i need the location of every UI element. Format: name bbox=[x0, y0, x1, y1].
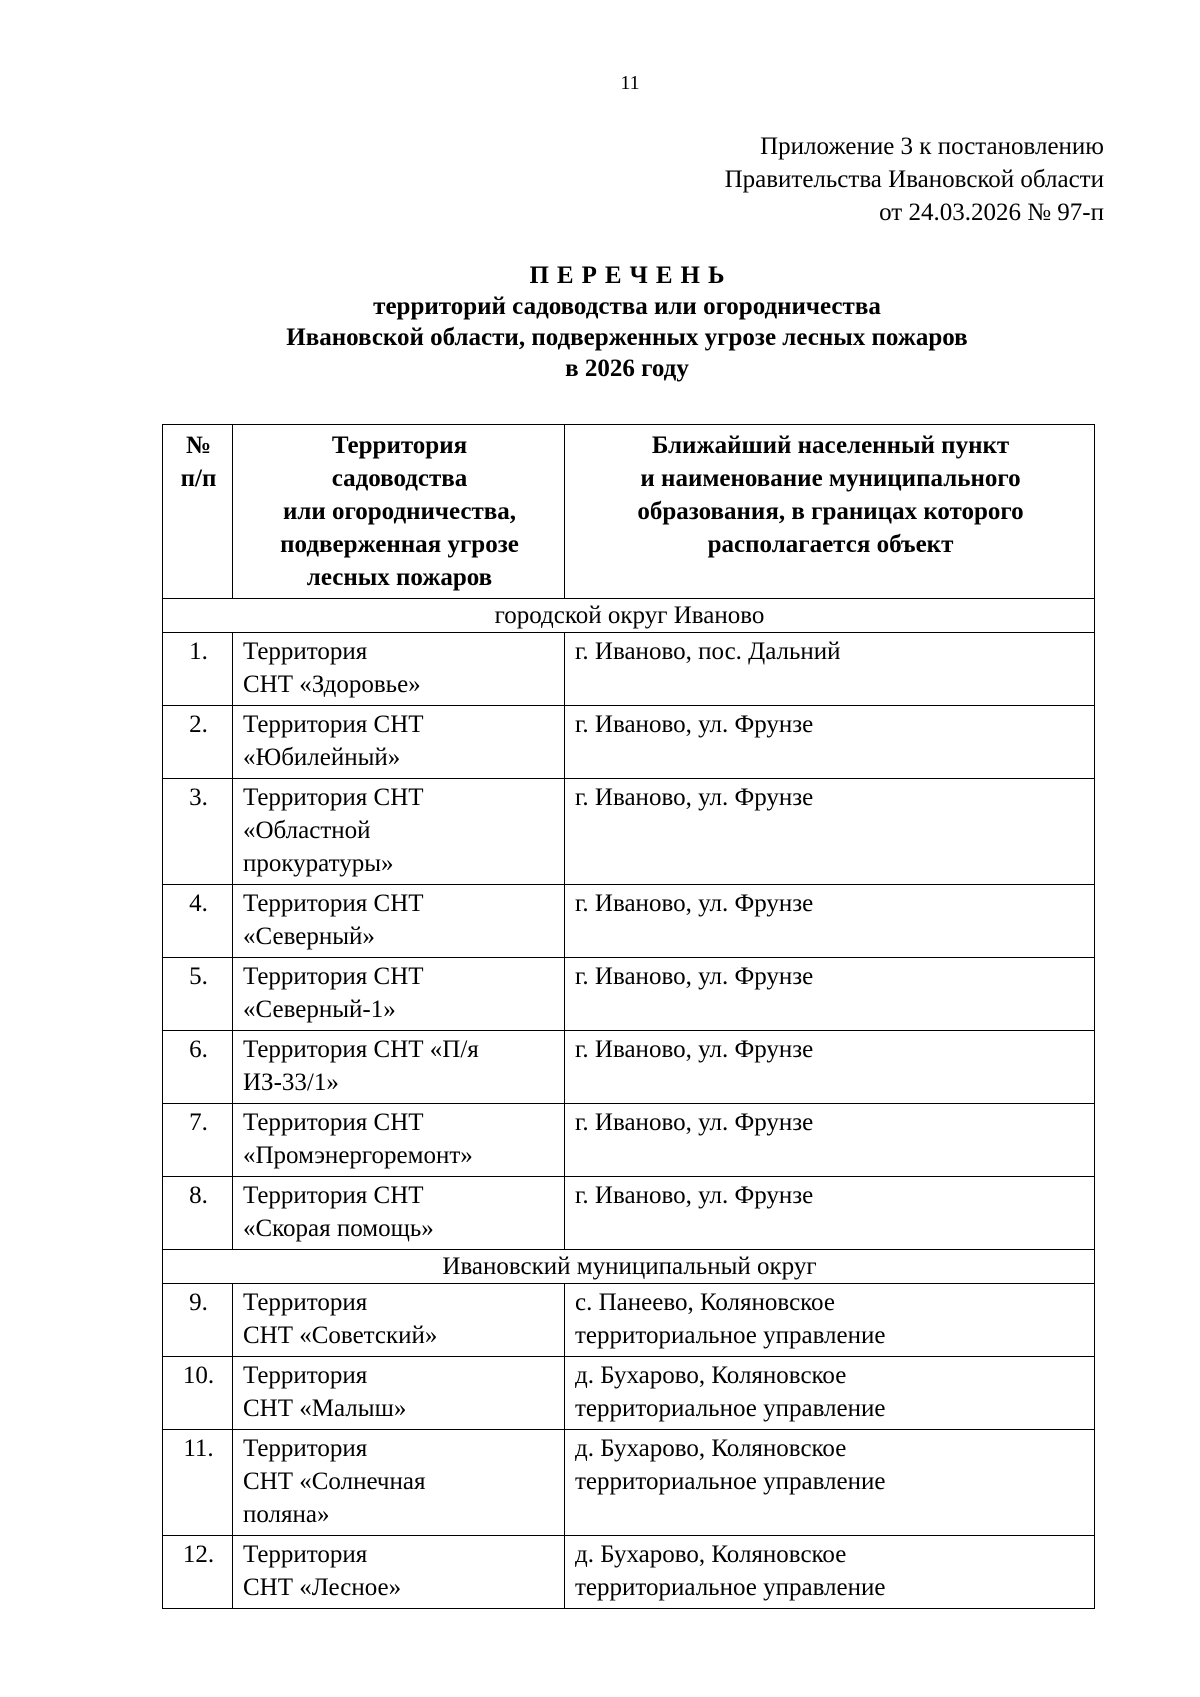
territory-cell bbox=[233, 1536, 565, 1609]
territory-line: «Юбилейный» bbox=[243, 744, 401, 771]
document-subtitle: в 2026 году bbox=[565, 355, 689, 382]
section-row bbox=[163, 599, 1095, 633]
settlement-cell bbox=[565, 1284, 1095, 1357]
settlement-line: территориальное управление bbox=[575, 1574, 886, 1601]
settlement-cell bbox=[565, 1104, 1095, 1177]
table-row bbox=[163, 1536, 1095, 1609]
settlement-cell bbox=[565, 1430, 1095, 1536]
table-header-row bbox=[163, 425, 1095, 599]
appendix-reference bbox=[725, 130, 1104, 229]
document-title: ПЕРЕЧЕНЬ bbox=[529, 262, 733, 289]
table-row bbox=[163, 885, 1095, 958]
table-row bbox=[163, 958, 1095, 1031]
territory-line: СНТ «Здоровье» bbox=[243, 671, 421, 698]
appendix-line: Приложение 3 к постановлению bbox=[760, 133, 1104, 160]
row-number: 5. bbox=[163, 958, 233, 1031]
territory-cell bbox=[233, 1357, 565, 1430]
settlement-cell bbox=[565, 779, 1095, 885]
table-row bbox=[163, 1284, 1095, 1357]
territory-line: «Северный-1» bbox=[243, 996, 396, 1023]
header-nearest-settlement: Ближайший населенный пункт и наименование муниципального образования, в границах которого располагается объект bbox=[565, 425, 1095, 599]
table-row bbox=[163, 1031, 1095, 1104]
territory-line: Территория bbox=[243, 1289, 368, 1316]
territory-cell bbox=[233, 958, 565, 1031]
territory-line: Территория bbox=[243, 638, 368, 665]
table-row bbox=[163, 779, 1095, 885]
territory-line: «Промэнергоремонт» bbox=[243, 1142, 473, 1169]
territory-cell bbox=[233, 1177, 565, 1250]
territory-line: «Северный» bbox=[243, 923, 375, 950]
territory-line: СНТ «Лесное» bbox=[243, 1574, 402, 1601]
header-territory: Территория садоводства или огородничества, подверженная угрозе лесных пожаров bbox=[233, 425, 565, 599]
territory-line: Территория СНТ bbox=[243, 1182, 424, 1209]
territory-line: Территория СНТ bbox=[243, 890, 424, 917]
row-number: 1. bbox=[163, 633, 233, 706]
territory-line: СНТ «Малыш» bbox=[243, 1395, 407, 1422]
row-number: 4. bbox=[163, 885, 233, 958]
page-number: 11 bbox=[620, 72, 640, 94]
territory-cell bbox=[233, 1284, 565, 1357]
territory-cell bbox=[233, 779, 565, 885]
settlement-line: территориальное управление bbox=[575, 1395, 886, 1422]
row-number: 11. bbox=[163, 1430, 233, 1536]
table-row bbox=[163, 706, 1095, 779]
table-body bbox=[163, 599, 1095, 1609]
settlement-line: территориальное управление bbox=[575, 1468, 886, 1495]
settlement-cell bbox=[565, 1357, 1095, 1430]
row-number: 3. bbox=[163, 779, 233, 885]
table-row bbox=[163, 1357, 1095, 1430]
territory-table bbox=[162, 424, 1095, 1609]
territory-line: Территория СНТ bbox=[243, 963, 424, 990]
document-subtitle: территорий садоводства или огородничества bbox=[373, 293, 881, 320]
appendix-line: Правительства Ивановской области bbox=[724, 166, 1104, 193]
territory-line: Территория СНТ bbox=[243, 711, 424, 738]
settlement-line: г. Иваново, ул. Фрунзе bbox=[575, 963, 814, 990]
row-number: 9. bbox=[163, 1284, 233, 1357]
table-row bbox=[163, 633, 1095, 706]
territory-line: Территория СНТ bbox=[243, 784, 424, 811]
territory-cell bbox=[233, 1430, 565, 1536]
territory-cell bbox=[233, 885, 565, 958]
settlement-line: г. Иваново, ул. Фрунзе bbox=[575, 784, 814, 811]
territory-line: СНТ «Солнечная bbox=[243, 1468, 426, 1495]
settlement-cell bbox=[565, 958, 1095, 1031]
settlement-cell bbox=[565, 1536, 1095, 1609]
territory-line: Территория bbox=[243, 1541, 368, 1568]
settlement-line: г. Иваново, ул. Фрунзе bbox=[575, 711, 814, 738]
settlement-cell bbox=[565, 1031, 1095, 1104]
settlement-line: д. Бухарово, Коляновское bbox=[575, 1541, 847, 1568]
row-number: 10. bbox=[163, 1357, 233, 1430]
territory-line: Территория bbox=[243, 1362, 368, 1389]
settlement-line: г. Иваново, ул. Фрунзе bbox=[575, 1109, 814, 1136]
settlement-cell bbox=[565, 633, 1095, 706]
settlement-line: д. Бухарово, Коляновское bbox=[575, 1362, 847, 1389]
row-number: 2. bbox=[163, 706, 233, 779]
section-title: Ивановский муниципальный округ bbox=[163, 1250, 1095, 1284]
territory-cell bbox=[233, 706, 565, 779]
settlement-line: с. Панеево, Коляновское bbox=[575, 1289, 835, 1316]
territory-line: ИЗ-33/1» bbox=[243, 1069, 339, 1096]
settlement-cell bbox=[565, 1177, 1095, 1250]
section-title: городской округ Иваново bbox=[163, 599, 1095, 633]
territory-cell bbox=[233, 1104, 565, 1177]
territory-cell bbox=[233, 633, 565, 706]
appendix-line: от 24.03.2026 № 97-п bbox=[879, 199, 1104, 226]
settlement-line: г. Иваново, ул. Фрунзе bbox=[575, 1036, 814, 1063]
settlement-line: территориальное управление bbox=[575, 1322, 886, 1349]
territory-line: поляна» bbox=[243, 1501, 330, 1528]
row-number: 7. bbox=[163, 1104, 233, 1177]
table-row bbox=[163, 1430, 1095, 1536]
territory-line: «Областной bbox=[243, 817, 371, 844]
header-number: № п/п bbox=[163, 425, 233, 599]
territory-cell bbox=[233, 1031, 565, 1104]
row-number: 8. bbox=[163, 1177, 233, 1250]
territory-line: «Скорая помощь» bbox=[243, 1215, 434, 1242]
territory-line: СНТ «Советский» bbox=[243, 1322, 438, 1349]
settlement-line: г. Иваново, пос. Дальний bbox=[575, 638, 841, 665]
territory-line: Территория СНТ bbox=[243, 1109, 424, 1136]
row-number: 6. bbox=[163, 1031, 233, 1104]
document-heading bbox=[162, 260, 1092, 384]
settlement-line: г. Иваново, ул. Фрунзе bbox=[575, 890, 814, 917]
settlement-cell bbox=[565, 706, 1095, 779]
document-subtitle: Ивановской области, подверженных угрозе лесных пожаров bbox=[286, 324, 968, 351]
table-row bbox=[163, 1177, 1095, 1250]
territory-line: Территория СНТ «П/я bbox=[243, 1036, 479, 1063]
section-row bbox=[163, 1250, 1095, 1284]
table-row bbox=[163, 1104, 1095, 1177]
territory-line: прокуратуры» bbox=[243, 850, 394, 877]
settlement-line: г. Иваново, ул. Фрунзе bbox=[575, 1182, 814, 1209]
territory-line: Территория bbox=[243, 1435, 368, 1462]
settlement-line: д. Бухарово, Коляновское bbox=[575, 1435, 847, 1462]
row-number: 12. bbox=[163, 1536, 233, 1609]
settlement-cell bbox=[565, 885, 1095, 958]
